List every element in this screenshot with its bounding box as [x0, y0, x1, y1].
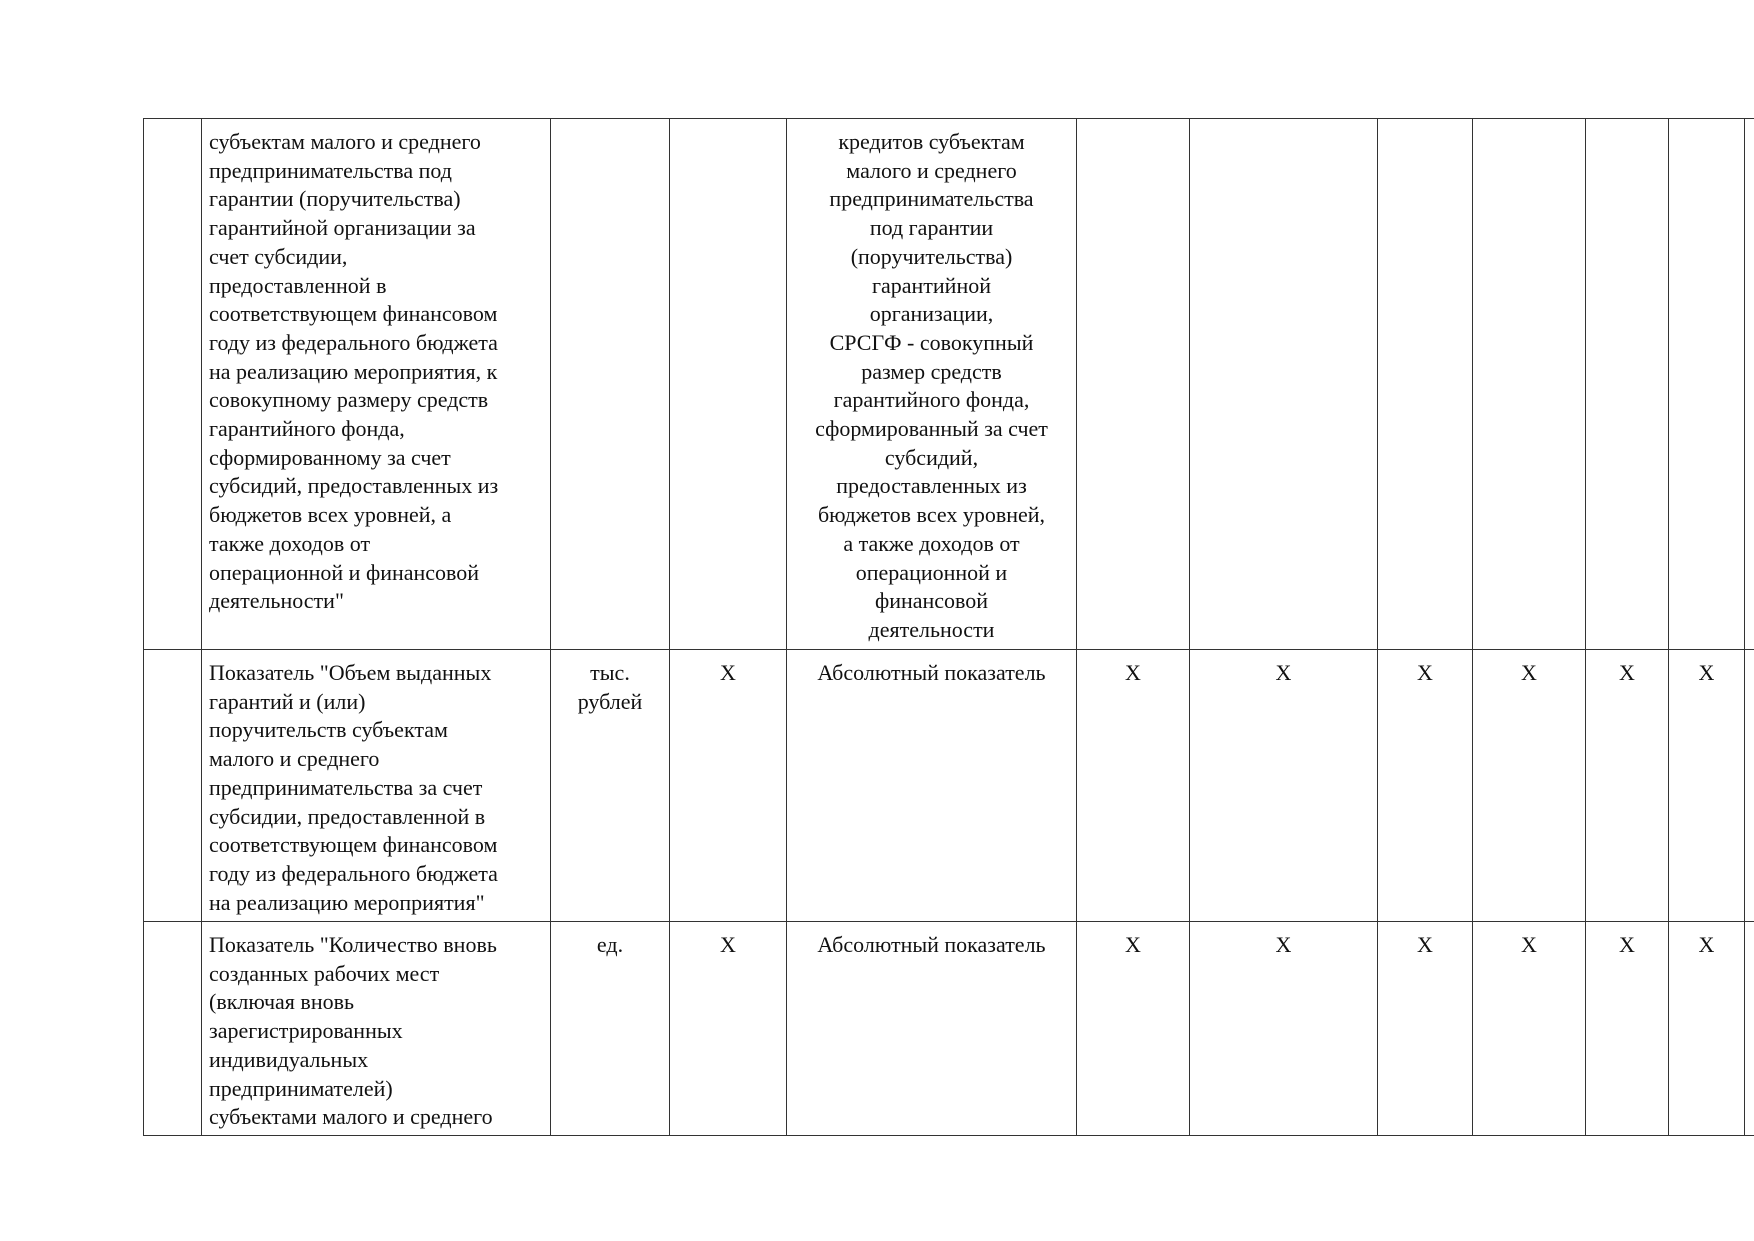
- cell-value: X: [1669, 650, 1745, 922]
- cell-value: X: [1586, 650, 1669, 922]
- cell-value: [1378, 119, 1473, 650]
- cell-value: [1190, 119, 1378, 650]
- table-row: [144, 922, 1754, 1136]
- cell-value: [1077, 119, 1190, 650]
- cell-value: X: [1190, 922, 1378, 1136]
- cell-value: [1586, 119, 1669, 650]
- cell-value: X: [1473, 650, 1586, 922]
- indicators-table: [143, 118, 1754, 1136]
- cell-unit: [551, 119, 670, 650]
- cell-cut: [1745, 119, 1754, 650]
- cell-value: [1669, 119, 1745, 650]
- cell-indicator-name: Показатель "Объем выданных гарантий и (или) поручительств субъектам малого и среднего предпринимательства за счет субсидии, предоставленной в соответствующем финансовом году из федерального бюджета на реализацию мероприятия": [202, 650, 551, 922]
- cell-value: X: [1378, 922, 1473, 1136]
- cell-number: [144, 650, 202, 922]
- cell-indicator-name: Показатель "Количество вновь созданных рабочих мест (включая вновь зарегистрированных индивидуальных предпринимателей) субъектами малого и среднего: [202, 922, 551, 1136]
- cell-method: кредитов субъектам малого и среднего предпринимательства под гарантии (поручительства) гарантийной организации, СРСГФ - совокупный размер средств гарантийного фонда, сформированный за счет субсидий, предоставленных из бюджетов всех уровней, а также доходов от операционной и финансовой деятельности: [787, 119, 1077, 650]
- cell-value: [1473, 119, 1586, 650]
- cell-value: X: [1586, 922, 1669, 1136]
- cell-value: X: [1077, 922, 1190, 1136]
- cell-cut: [1745, 650, 1754, 922]
- cell-method: Абсолютный показатель: [787, 650, 1077, 922]
- cell-col3: X: [670, 922, 787, 1136]
- cell-value: X: [1378, 650, 1473, 922]
- cell-value: X: [1190, 650, 1378, 922]
- cell-method: Абсолютный показатель: [787, 922, 1077, 1136]
- table-row: [144, 119, 1754, 650]
- cell-value: X: [1077, 650, 1190, 922]
- cell-number: [144, 922, 202, 1136]
- cell-indicator-name: субъектам малого и среднего предпринимательства под гарантии (поручительства) гарантийной организации за счет субсидии, предоставленной в соответствующем финансовом году из федерального бюджета на реализацию мероприятия, к совокупному размеру средств гарантийного фонда, сформированному за счет субсидий, предоставленных из бюджетов всех уровней, а также доходов от операционной и финансовой деятельности": [202, 119, 551, 650]
- cell-unit: тыс. рублей: [551, 650, 670, 922]
- cell-value: X: [1473, 922, 1586, 1136]
- cell-col3: [670, 119, 787, 650]
- cell-number: [144, 119, 202, 650]
- cell-cut: [1745, 922, 1754, 1136]
- cell-col3: X: [670, 650, 787, 922]
- cell-value: X: [1669, 922, 1745, 1136]
- table-row: [144, 650, 1754, 922]
- cell-unit: ед.: [551, 922, 670, 1136]
